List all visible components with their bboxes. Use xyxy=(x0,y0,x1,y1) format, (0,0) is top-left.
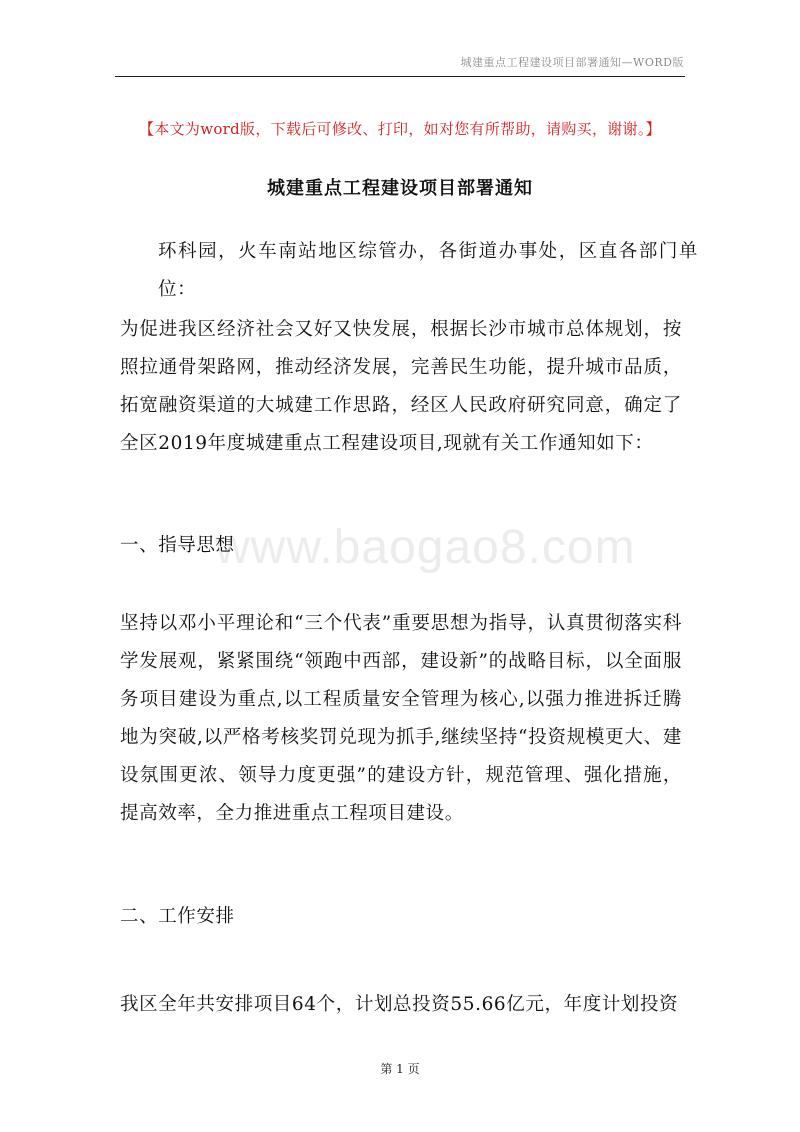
paragraph-work-arrangement: 我区全年共安排项目64个，计划总投资55.66亿元，年度计划投资 xyxy=(120,994,679,1015)
purchase-notice: 【本文为word版，下载后可修改、打印，如对您有所帮助，请购买，谢谢。】 xyxy=(139,120,661,138)
section-heading-guiding-ideology: 一、指导思想 xyxy=(120,535,235,556)
header-rule xyxy=(115,76,685,77)
salutation: 环科园，火车南站地区综管办，各街道办事处，区直各部门单位： xyxy=(158,241,698,300)
section-heading-work-arrangement: 二、工作安排 xyxy=(120,906,235,927)
paragraph-intro: 为促进我区经济社会又好又快发展，根据长沙市城市总体规划，按照拉通骨架路网，推动经济发展，完善民生功能，提升城市品质，拓宽融资渠道的大城建工作思路，经区人民政府研究同意，确定了全区2019年度城建重点工程建设项目,现就有关工作通知如下： xyxy=(120,319,682,454)
running-header: 城建重点工程建设项目部署通知—WORD版 xyxy=(460,56,684,69)
page-number: 第 1 页 xyxy=(380,1062,420,1076)
document-title: 城建重点工程建设项目部署通知 xyxy=(267,178,533,199)
paragraph-guiding-ideology: 坚持以邓小平理论和“三个代表”重要思想为指导，认真贯彻落实科学发展观，紧紧围绕“领跑中西部，建设新”的战略目标，以全面服务项目建设为重点,以工程质量安全管理为核心,以强力推进拆迁腾地为突破,以严格考核奖罚兑现为抓手,继续坚持“投资规模更大、建设氛围更浓、领导力度更强”的建设方针，规范管理、强化措施，提高效率，全力推进重点工程项目建设。 xyxy=(120,613,682,824)
watermark: www.baogao8.com xyxy=(215,521,636,574)
